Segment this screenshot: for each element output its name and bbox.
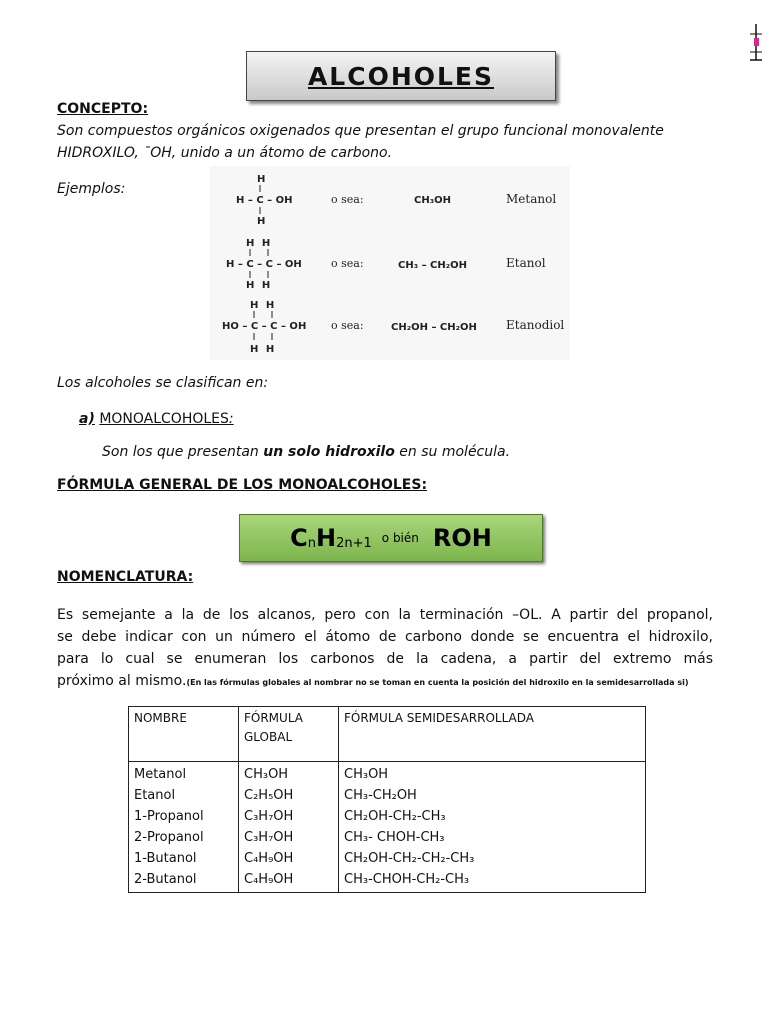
table-cell-semi: CH₃- CHOH-CH₃: [344, 830, 445, 845]
formula-c-sub: n: [307, 536, 316, 551]
name-metanol: Metanol: [506, 192, 557, 206]
classification-intro: Los alcoholes se clasifican en:: [57, 375, 269, 391]
nomenclature-line-3: para lo cual se enumeran los carbonos de la cadena, a partir del extremo más: [57, 651, 713, 667]
table-cell-name: 2-Butanol: [134, 872, 197, 887]
column-nombre: [129, 762, 239, 893]
examples-label: Ejemplos:: [57, 181, 126, 197]
monoalcoholes-heading: [79, 408, 234, 430]
concept-line-2: HIDROXILO, ˉOH, unido a un átomo de carbono.: [57, 145, 393, 161]
struct-metanol-mid: H – C – OH: [236, 195, 293, 206]
concept-line-1: Son compuestos orgánicos oxigenados que presentan el grupo funcional monovalente: [57, 123, 664, 139]
table-cell-global: CH₃OH: [244, 767, 289, 782]
item-title: MONOALCOHOLES: [99, 411, 229, 427]
desc-bold: un solo hidroxilo: [263, 444, 395, 460]
nomenclature-line-1: Es semejante a la de los alcanos, pero con la terminación –OL. A partir del propanol,: [57, 607, 713, 623]
struct-etanodiol-top: H H: [250, 300, 275, 311]
nomenclature-line-2: se debe indicar con un número el átomo de carbono donde se encuentra el hidroxilo,: [57, 629, 713, 645]
page-title: ALCOHOLES: [307, 61, 495, 91]
table-cell-name: 2-Propanol: [134, 830, 204, 845]
connector-etanol: o sea:: [331, 257, 364, 270]
example-etanodiol: [222, 300, 564, 355]
example-metanol: [236, 174, 556, 227]
nomenclature-heading: NOMENCLATURA:: [57, 569, 194, 585]
table-body-row: [129, 762, 646, 893]
table-cell-name: 1-Butanol: [134, 851, 197, 866]
formula-metanol: CH₃OH: [414, 195, 451, 206]
formula-c: C: [290, 524, 308, 552]
column-semidesarrollada: [339, 762, 646, 893]
formula-roh: ROH: [432, 524, 492, 552]
item-letter: a): [79, 411, 95, 427]
nomenclature-paragraph: [57, 604, 713, 694]
table-cell-semi: CH₃-CHOH-CH₂-CH₃: [344, 872, 470, 887]
connector-etanodiol: o sea:: [331, 319, 364, 332]
name-etanol: Etanol: [506, 256, 546, 270]
formula-h: H: [316, 524, 337, 552]
alcohols-table: [128, 706, 646, 893]
struct-etanol-mid: H – C – C – OH: [226, 259, 302, 270]
example-etanol: [226, 238, 546, 291]
formula-separator: o bién: [381, 531, 419, 545]
table-cell-global: C₄H₉OH: [244, 872, 294, 887]
table-cell-semi: CH₂OH-CH₂-CH₂-CH₃: [344, 851, 475, 866]
monoalcoholes-description: [102, 441, 510, 463]
structural-formulas-figure: [210, 166, 570, 360]
table-cell-semi: CH₃-CH₂OH: [344, 788, 417, 803]
corner-clipart-icon: [748, 22, 764, 62]
table-cell-name: Metanol: [134, 767, 187, 782]
desc-before: Son los que presentan: [102, 444, 264, 460]
table-cell-global: C₃H₇OH: [244, 809, 294, 824]
struct-etanodiol-bottom: H H: [250, 344, 275, 355]
struct-metanol-bottom: H: [257, 216, 266, 227]
header-nombre: NOMBRE: [129, 707, 239, 762]
formula-etanol: CH₃ – CH₂OH: [398, 260, 468, 271]
struct-etanol-top: H H: [246, 238, 271, 249]
formula-h-sub: 2n+1: [336, 536, 372, 551]
table-cell-name: Etanol: [134, 788, 176, 803]
column-global: [239, 762, 339, 893]
header-formula-global: FÓRMULA GLOBAL: [239, 707, 339, 762]
title-banner: [246, 51, 556, 101]
struct-etanodiol-mid: HO – C – C – OH: [222, 321, 307, 332]
table-cell-name: 1-Propanol: [134, 809, 204, 824]
table-cell-global: C₂H₅OH: [244, 788, 294, 803]
formula-etanodiol: CH₂OH – CH₂OH: [391, 322, 477, 333]
concept-heading: CONCEPTO:: [57, 101, 149, 117]
struct-metanol-top: H: [257, 174, 266, 185]
item-colon: :: [228, 411, 234, 427]
table-cell-semi: CH₂OH-CH₂-CH₃: [344, 809, 446, 824]
connector-metanol: o sea:: [331, 193, 364, 206]
general-formula-heading: FÓRMULA GENERAL DE LOS MONOALCOHOLES:: [57, 477, 428, 493]
general-formula-box: [239, 514, 543, 562]
alcohols-table-wrapper: [128, 706, 646, 893]
nomenclature-line-4: próximo al mismo.: [57, 673, 187, 689]
table-cell-global: C₄H₉OH: [244, 851, 294, 866]
nomenclature-note: (En las fórmulas globales al nombrar no se toman en cuenta la posición del hidroxilo en la semidesarrollada si): [186, 678, 689, 687]
table-cell-global: C₃H₇OH: [244, 830, 294, 845]
header-formula-semidesarrollada: FÓRMULA SEMIDESARROLLADA: [339, 707, 646, 762]
struct-etanol-bottom: H H: [246, 280, 271, 291]
table-header-row: [129, 707, 646, 762]
table-cell-semi: CH₃OH: [344, 767, 389, 782]
name-etanodiol: Etanodiol: [506, 318, 565, 332]
desc-after: en su molécula.: [394, 444, 511, 460]
